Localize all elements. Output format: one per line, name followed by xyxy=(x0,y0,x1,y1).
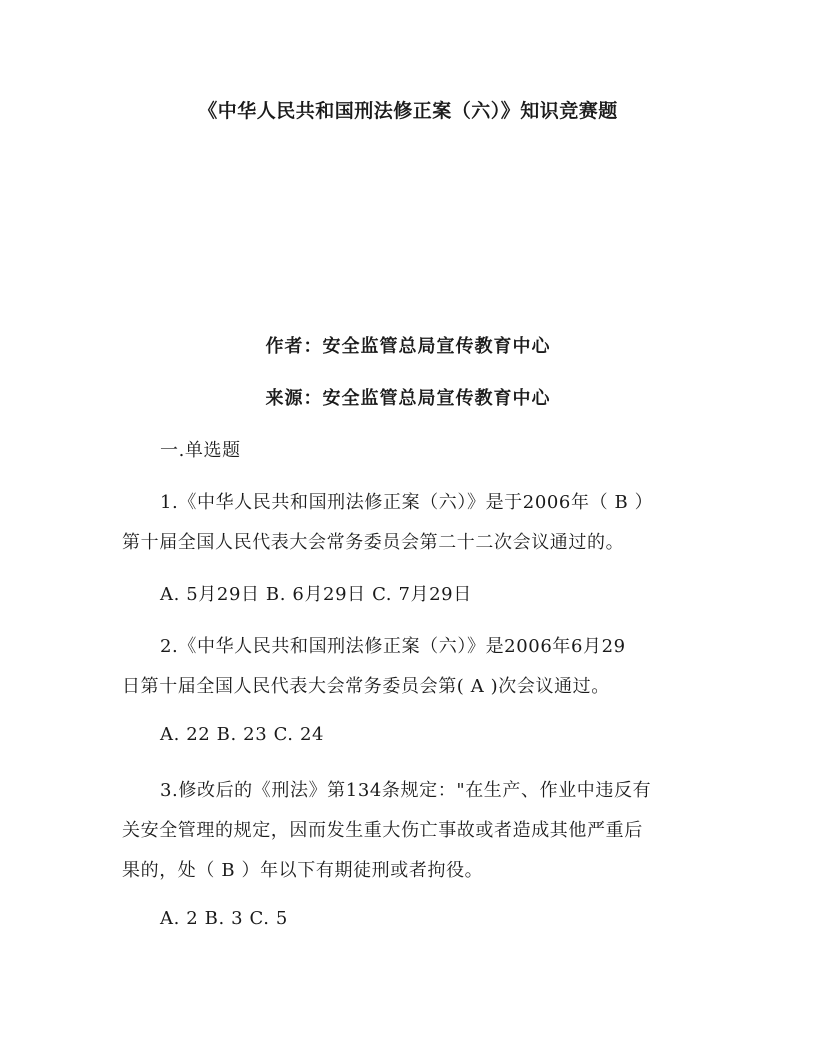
source-line: 来源：安全监管总局宣传教育中心 xyxy=(265,388,551,409)
question-1-line-2: 第十届全国人民代表大会常务委员会第二十二次会议通过的。 xyxy=(122,532,625,553)
question-3-line-3: 果的，处（ B ）年以下有期徒刑或者拘役。 xyxy=(122,860,484,881)
question-1-options: A. 5月29日 B. 6月29日 C. 7月29日 xyxy=(160,584,472,605)
document-title: 《中华人民共和国刑法修正案（六）》知识竞赛题 xyxy=(198,100,618,122)
question-3-line-2: 关安全管理的规定，因而发生重大伤亡事故或者造成其他严重后 xyxy=(122,820,643,841)
question-1-line-1: 1.《中华人民共和国刑法修正案（六）》是于2006年（ B ） xyxy=(160,492,654,513)
question-2-options: A. 22 B. 23 C. 24 xyxy=(160,724,325,745)
section-heading: 一.单选题 xyxy=(160,440,241,461)
question-2-line-2: 日第十届全国人民代表大会常务委员会第( A )次会议通过。 xyxy=(122,676,610,697)
question-2-line-1: 2.《中华人民共和国刑法修正案（六）》是2006年6月29 xyxy=(160,636,626,657)
question-3-options: A. 2 B. 3 C. 5 xyxy=(160,908,288,929)
question-3-line-1: 3.修改后的《刑法》第134条规定："在生产、作业中违反有 xyxy=(160,780,652,801)
author-line: 作者：安全监管总局宣传教育中心 xyxy=(265,336,551,357)
